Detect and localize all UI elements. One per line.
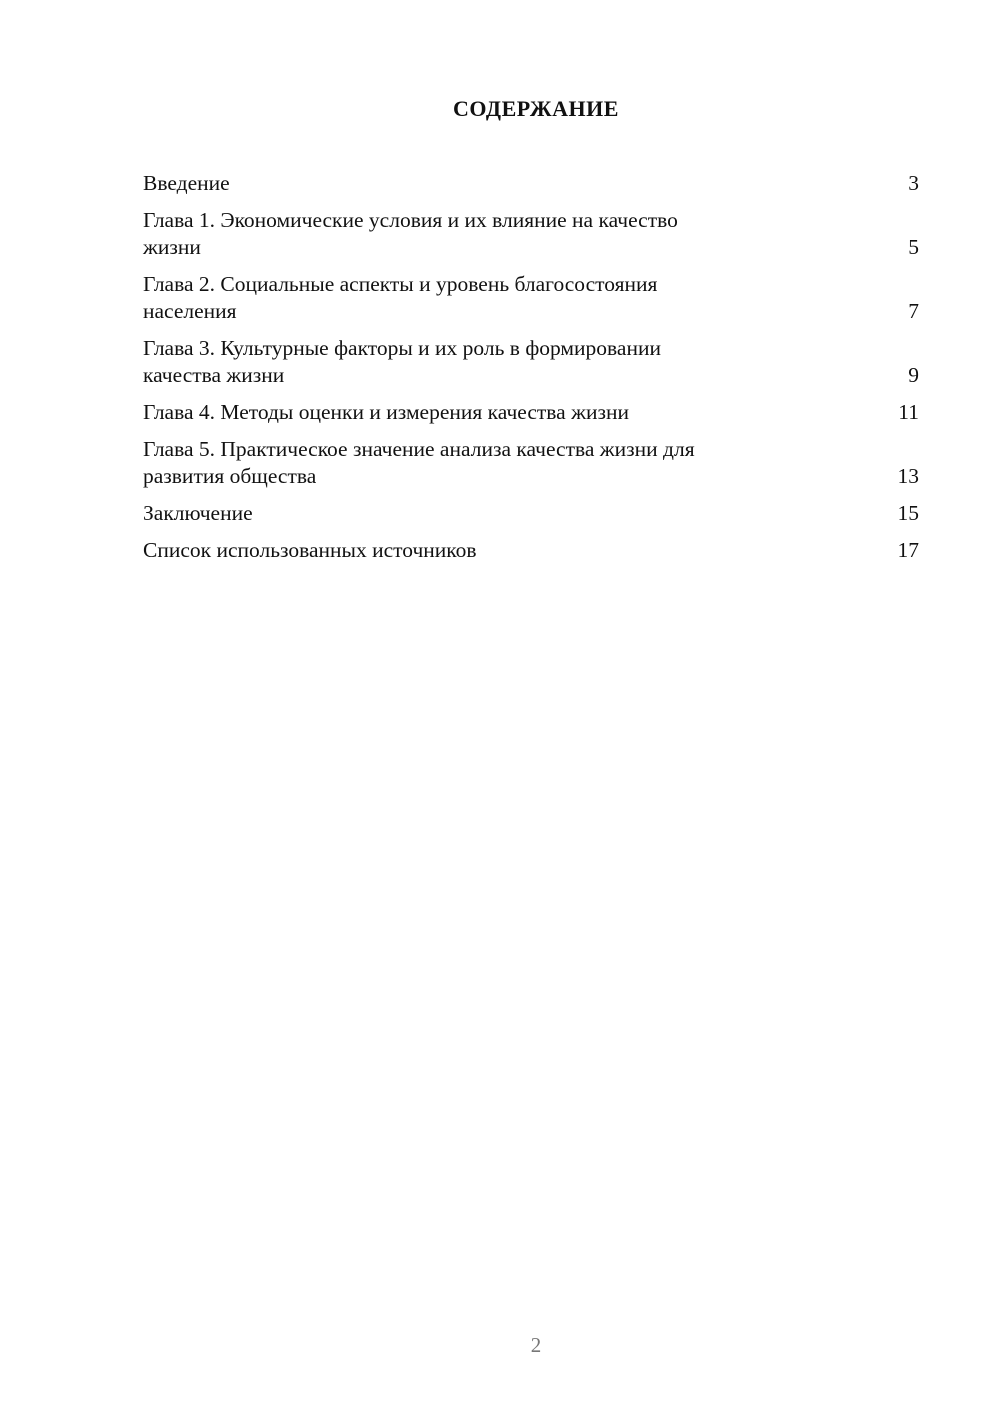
toc-entry-title: Введение bbox=[143, 171, 230, 195]
toc-entry-page: 9 bbox=[908, 363, 919, 387]
toc-entry-title: Глава 5. Практическое значение анализа качества жизни для bbox=[143, 437, 695, 461]
toc-entry-chapter-4 bbox=[143, 399, 919, 426]
toc-entry-page: 3 bbox=[908, 171, 919, 195]
table-of-contents bbox=[143, 170, 919, 574]
toc-entry-title-continued: жизни bbox=[143, 235, 201, 259]
toc-entry-title: Глава 4. Методы оценки и измерения качества жизни bbox=[143, 400, 629, 424]
toc-entry-title: Глава 3. Культурные факторы и их роль в формировании bbox=[143, 336, 661, 360]
toc-entry-references bbox=[143, 537, 919, 564]
toc-entry-title-continued: населения bbox=[143, 299, 237, 323]
toc-entry-page: 11 bbox=[898, 400, 919, 424]
toc-entry-page: 13 bbox=[897, 464, 919, 488]
toc-entry-title: Заключение bbox=[143, 501, 253, 525]
toc-title: СОДЕРЖАНИЕ bbox=[453, 96, 619, 121]
toc-entry-title: Глава 2. Социальные аспекты и уровень благосостояния bbox=[143, 272, 658, 296]
toc-entry-introduction bbox=[143, 170, 919, 197]
toc-entry-page: 5 bbox=[908, 235, 919, 259]
toc-entry-conclusion bbox=[143, 500, 919, 527]
toc-entry-page: 7 bbox=[908, 299, 919, 323]
toc-entry-chapter-5 bbox=[143, 436, 919, 490]
toc-entry-title-continued: качества жизни bbox=[143, 363, 285, 387]
toc-entry-title: Список использованных источников bbox=[143, 538, 477, 562]
toc-entry-page: 17 bbox=[897, 538, 919, 562]
page-number: 2 bbox=[530, 1333, 542, 1357]
toc-entry-title: Глава 1. Экономические условия и их влияние на качество bbox=[143, 208, 678, 232]
toc-entry-title-continued: развития общества bbox=[143, 464, 317, 488]
toc-entry-page: 15 bbox=[897, 501, 919, 525]
toc-entry-chapter-1 bbox=[143, 207, 919, 261]
toc-entry-chapter-3 bbox=[143, 335, 919, 389]
toc-entry-chapter-2 bbox=[143, 271, 919, 325]
